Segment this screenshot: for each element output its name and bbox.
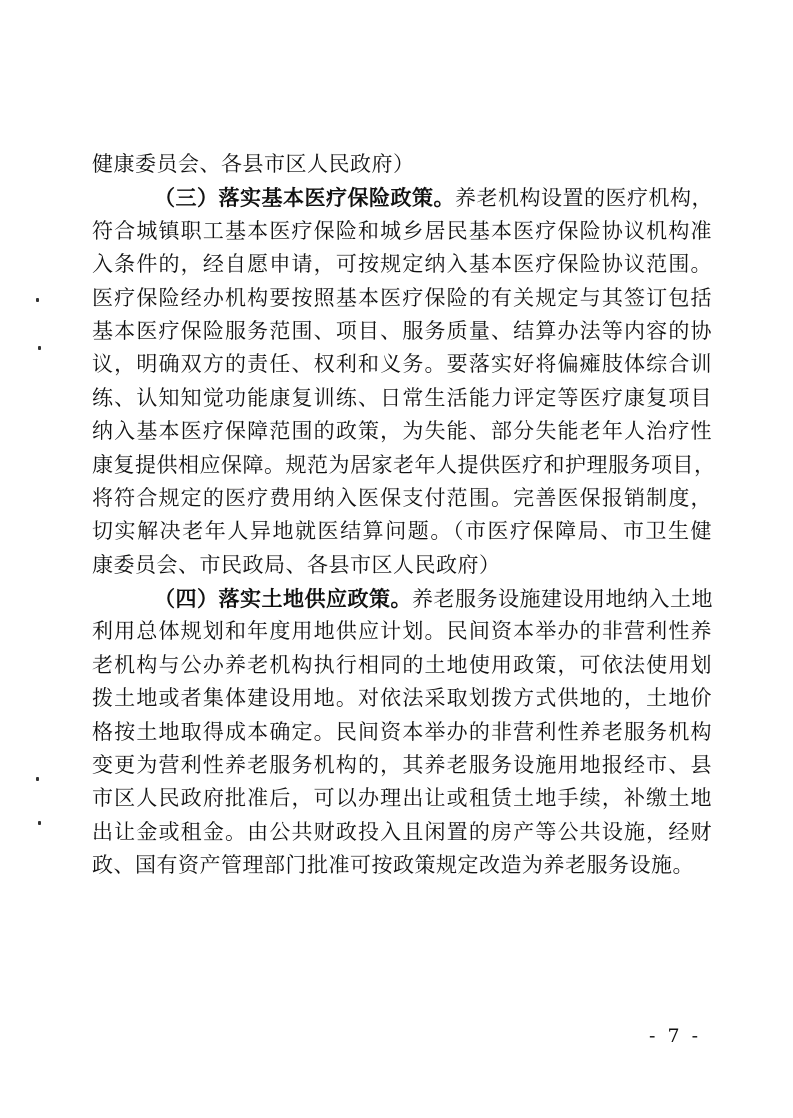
text-line: 医疗保险经办机构要按照基本医疗保险的有关规定与其签订包括 [92, 285, 712, 310]
text-line: 市区人民政府批准后，可以办理出让或租赁土地手续，补缴土地 [92, 786, 712, 811]
text-line: 政、国有资产管理部门批准可按政策规定改造为养老服务设施。 [92, 853, 694, 878]
scan-mark [38, 821, 41, 825]
section-heading: （三）落实基本医疗保险政策。 [154, 185, 455, 211]
text-line: 康复提供相应保障。规范为居家老年人提供医疗和护理服务项目， [92, 452, 716, 477]
text-line: 拨土地或者集体建设用地。对依法采取划拨方式供地的，土地价 [92, 686, 712, 711]
scan-mark [36, 298, 39, 302]
text-line: 符合城镇职工基本医疗保险和城乡居民基本医疗保险协议机构准 [92, 218, 712, 243]
text-line: 练、认知知觉功能康复训练、日常生活能力评定等医疗康复项目 [92, 385, 712, 410]
text-line: 康委员会、市民政局、各县市区人民政府） [92, 552, 501, 577]
text-line: 变更为营利性养老服务机构的，其养老服务设施用地报经市、县 [92, 753, 712, 778]
text-line: 入条件的，经自愿申请，可按规定纳入基本医疗保险协议范围。 [92, 252, 712, 277]
line-text: 养老服务设施建设用地纳入土地 [412, 587, 713, 612]
scan-mark [38, 346, 41, 350]
section-heading: （四）落实土地供应政策。 [154, 586, 412, 612]
text-line: 健康委员会、各县市区人民政府） [92, 152, 415, 176]
text-line: 将符合规定的医疗费用纳入医保支付范围。完善医保报销制度， [92, 485, 712, 510]
scan-mark [36, 777, 39, 781]
text-line: 纳入基本医疗保障范围的政策，为失能、部分失能老年人治疗性 [92, 419, 712, 444]
text-line: 格按土地取得成本确定。民间资本举办的非营利性养老服务机构 [92, 719, 712, 744]
line-text: 养老机构设置的医疗机构， [455, 186, 713, 211]
text-line: 出让金或租金。由公共财政投入且闲置的房产等公共设施，经财 [92, 819, 712, 844]
text-line: 议，明确双方的责任、权利和义务。要落实好将偏瘫肢体综合训 [92, 352, 712, 377]
body-text [92, 148, 716, 883]
text-line: 基本医疗保险服务范围、项目、服务质量、结算办法等内容的协 [92, 318, 712, 343]
text-line [92, 582, 712, 615]
text-line [92, 181, 712, 214]
text-line: 老机构与公办养老机构执行相同的土地使用政策，可依法使用划 [92, 652, 712, 677]
text-line: 切实解决老年人异地就医结算问题。（市医疗保障局、市卫生健 [92, 519, 712, 544]
page-number: - 7 - [648, 1025, 701, 1047]
text-line: 利用总体规划和年度用地供应计划。民间资本举办的非营利性养 [92, 619, 712, 644]
